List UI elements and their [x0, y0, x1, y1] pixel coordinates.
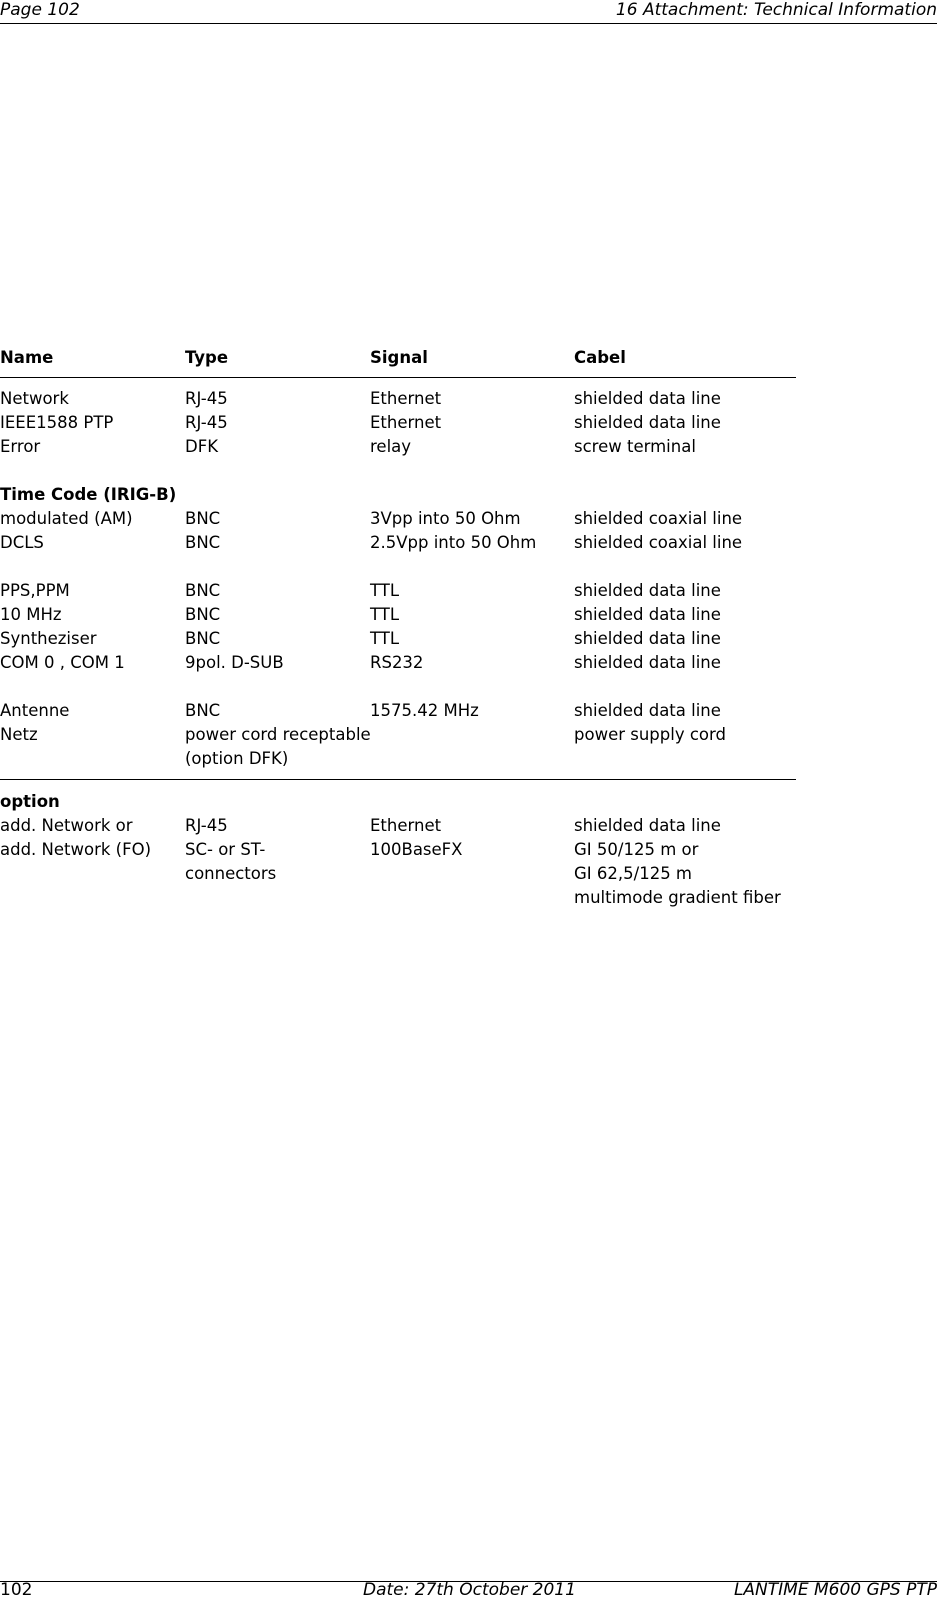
- cell-type: BNC: [185, 701, 221, 720]
- cell-type: SC- or ST-: [185, 840, 266, 859]
- cell-type: RJ-45: [185, 816, 228, 835]
- cell-cabel: shielded data line: [574, 629, 721, 648]
- cell-type: power cord receptable: [185, 725, 371, 744]
- cell-cabel: shielded data line: [574, 816, 721, 835]
- cell-cabel: shielded coaxial line: [574, 509, 743, 528]
- cell-name: Antenne: [0, 701, 70, 720]
- table-row: [0, 723, 796, 747]
- connector-spec-table: [0, 346, 796, 910]
- table-row: [0, 699, 796, 723]
- cell-cabel: shielded data line: [574, 389, 721, 408]
- cell-signal: 1575.42 MHz: [370, 701, 479, 720]
- cell-cabel: shielded coaxial line: [574, 533, 743, 552]
- cell-signal: 2.5Vpp into 50 Ohm: [370, 533, 537, 552]
- table-row: [0, 651, 796, 675]
- cell-signal: Ethernet: [370, 816, 442, 835]
- group-connectors: [0, 387, 796, 459]
- document-date: Date: 27th October 2011: [363, 1580, 576, 1600]
- timecode-heading: Time Code (IRIG-B): [0, 485, 177, 504]
- table-row: [0, 627, 796, 651]
- cell-cabel: shielded data line: [574, 605, 721, 624]
- cell-type: BNC: [185, 605, 221, 624]
- column-header-signal: Signal: [370, 348, 428, 367]
- cell-name: COM 0 , COM 1: [0, 653, 125, 672]
- cell-type: 9pol. D-SUB: [185, 653, 284, 672]
- cell-signal: TTL: [370, 581, 400, 600]
- column-header-name: Name: [0, 348, 54, 367]
- group-timecode: [0, 507, 796, 555]
- cell-type: RJ-45: [185, 413, 228, 432]
- table-row: [0, 531, 796, 555]
- group-outputs: [0, 579, 796, 675]
- cell-type: BNC: [185, 533, 221, 552]
- cell-signal: RS232: [370, 653, 424, 672]
- table-header-row: [0, 346, 796, 370]
- table-row: [0, 862, 796, 886]
- cell-name: Netz: [0, 725, 38, 744]
- cell-name: Syntheziser: [0, 629, 97, 648]
- group-antenna-power: [0, 699, 796, 771]
- cell-cabel: shielded data line: [574, 653, 721, 672]
- cell-name: add. Network (FO): [0, 840, 152, 859]
- column-header-type: Type: [185, 348, 229, 367]
- cell-signal: TTL: [370, 605, 400, 624]
- table-row: [0, 507, 796, 531]
- cell-signal: Ethernet: [370, 413, 442, 432]
- cell-name: Network: [0, 389, 69, 408]
- table-row: [0, 387, 796, 411]
- cell-cabel: shielded data line: [574, 581, 721, 600]
- cell-cabel: shielded data line: [574, 413, 721, 432]
- cell-signal: 100BaseFX: [370, 840, 463, 859]
- cell-type: (option DFK): [185, 749, 289, 768]
- cell-name: PPS,PPM: [0, 581, 70, 600]
- cell-type: BNC: [185, 581, 221, 600]
- page-header-left: Page 102: [0, 0, 80, 20]
- table-row: [0, 814, 796, 838]
- product-name: LANTIME M600 GPS PTP: [733, 1580, 937, 1600]
- page-header-right: 16 Attachment: Technical Information: [615, 0, 937, 20]
- cell-signal: 3Vpp into 50 Ohm: [370, 509, 521, 528]
- table-row: [0, 747, 796, 771]
- table-row: [0, 838, 796, 862]
- column-header-cabel: Cabel: [574, 348, 626, 367]
- table-row: [0, 435, 796, 459]
- cell-type: BNC: [185, 509, 221, 528]
- cell-name: IEEE1588 PTP: [0, 413, 114, 432]
- cell-name: add. Network or: [0, 816, 133, 835]
- table-row: [0, 886, 796, 910]
- page-number: 102: [0, 1580, 33, 1600]
- section-heading-timecode: [0, 483, 796, 507]
- cell-type: BNC: [185, 629, 221, 648]
- cell-type: connectors: [185, 864, 277, 883]
- cell-cabel: power supply cord: [574, 725, 726, 744]
- cell-name: 10 MHz: [0, 605, 62, 624]
- cell-cabel: GI 50/125 m or: [574, 840, 699, 859]
- table-row: [0, 579, 796, 603]
- table-row: [0, 411, 796, 435]
- cell-signal: relay: [370, 437, 412, 456]
- option-heading: option: [0, 792, 60, 811]
- cell-name: DCLS: [0, 533, 44, 552]
- cell-cabel: multimode gradient fiber: [574, 888, 781, 907]
- cell-signal: TTL: [370, 629, 400, 648]
- cell-cabel: shielded data line: [574, 701, 721, 720]
- cell-cabel: screw terminal: [574, 437, 696, 456]
- cell-name: modulated (AM): [0, 509, 133, 528]
- group-options: [0, 814, 796, 910]
- cell-cabel: GI 62,5/125 m: [574, 864, 693, 883]
- section-heading-option: [0, 790, 796, 814]
- header-rule: [0, 23, 937, 24]
- cell-name: Error: [0, 437, 41, 456]
- cell-signal: Ethernet: [370, 389, 442, 408]
- cell-type: RJ-45: [185, 389, 228, 408]
- cell-type: DFK: [185, 437, 219, 456]
- table-row: [0, 603, 796, 627]
